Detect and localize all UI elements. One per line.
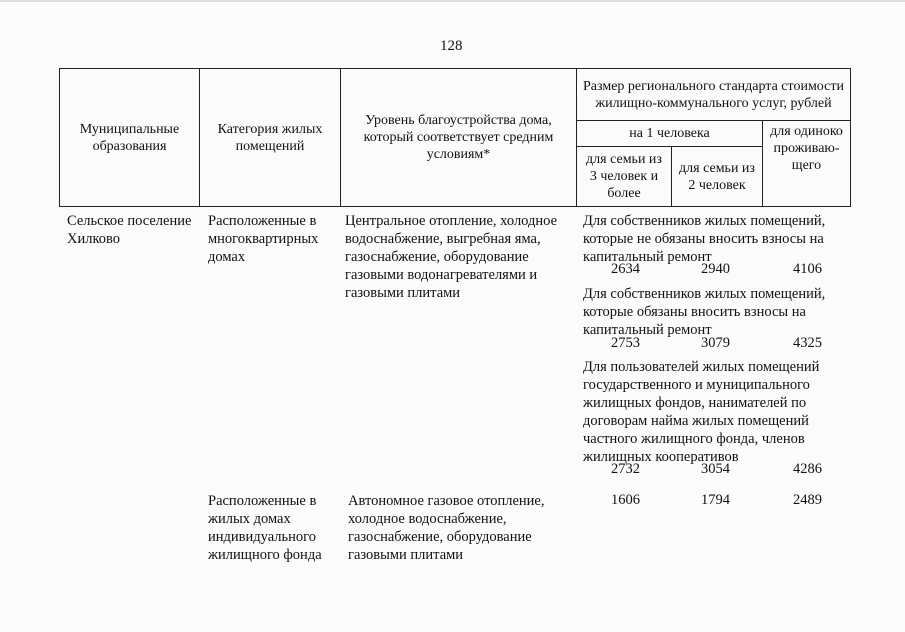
scan-edge: [0, 0, 905, 2]
header-category: Категория жилых помещений: [200, 69, 341, 207]
value-family2: 3054: [701, 461, 730, 477]
header-family-2: для семьи из 2 человек: [672, 147, 763, 207]
header-per-person: на 1 человека: [577, 121, 763, 147]
value-family2: 2940: [701, 261, 730, 277]
value-family3: 2753: [611, 335, 640, 351]
value-family2: 1794: [701, 492, 730, 508]
header-level: Уровень благоустройства дома, который соответствует средним условиям*: [341, 69, 577, 207]
header-standard: Размер регионального стандарта стоимости жилищно-коммунального услуг, рублей: [577, 69, 851, 121]
value-single: 4325: [793, 335, 822, 351]
group-label: Для собственников жилых помещений, которые не обязаны вносить взносы на капитальный ремонт: [583, 213, 826, 265]
value-single: 4106: [793, 261, 822, 277]
group-label: Для собственников жилых помещений, которые обязаны вносить взносы на капитальный ремонт: [583, 286, 826, 338]
group-label: Для пользователей жилых помещений государственного и муниципального жилищных фондов, нанимателей по договорам найма жилых помещений частного жилищного фонда, членов жилищных кооперативов: [583, 359, 820, 465]
header-family-3: для семьи из 3 человек и более: [577, 147, 672, 207]
header-municipality: Муниципальные образования: [60, 69, 200, 207]
municipality-cell: Сельское поселение Хилково: [67, 213, 192, 247]
table-header: [59, 68, 851, 207]
header-single: для одиноко проживаю-щего: [763, 121, 851, 207]
value-family3: 1606: [611, 492, 640, 508]
value-family2: 3079: [701, 335, 730, 351]
value-family3: 2732: [611, 461, 640, 477]
level-cell: Автономное газовое отопление, холодное водоснабжение, газоснабжение, оборудование газовыми плитами: [348, 493, 545, 563]
level-cell: Центральное отопление, холодное водоснабжение, выгребная яма, газоснабжение, оборудование газовыми водонагревателями и газовыми плитами: [345, 213, 558, 301]
value-family3: 2634: [611, 261, 640, 277]
category-cell: Расположенные в многоквартирных домах: [208, 213, 319, 265]
value-single: 4286: [793, 461, 822, 477]
page-number: 128: [440, 38, 463, 54]
category-cell: Расположенные в жилых домах индивидуального жилищного фонда: [208, 493, 322, 563]
value-single: 2489: [793, 492, 822, 508]
